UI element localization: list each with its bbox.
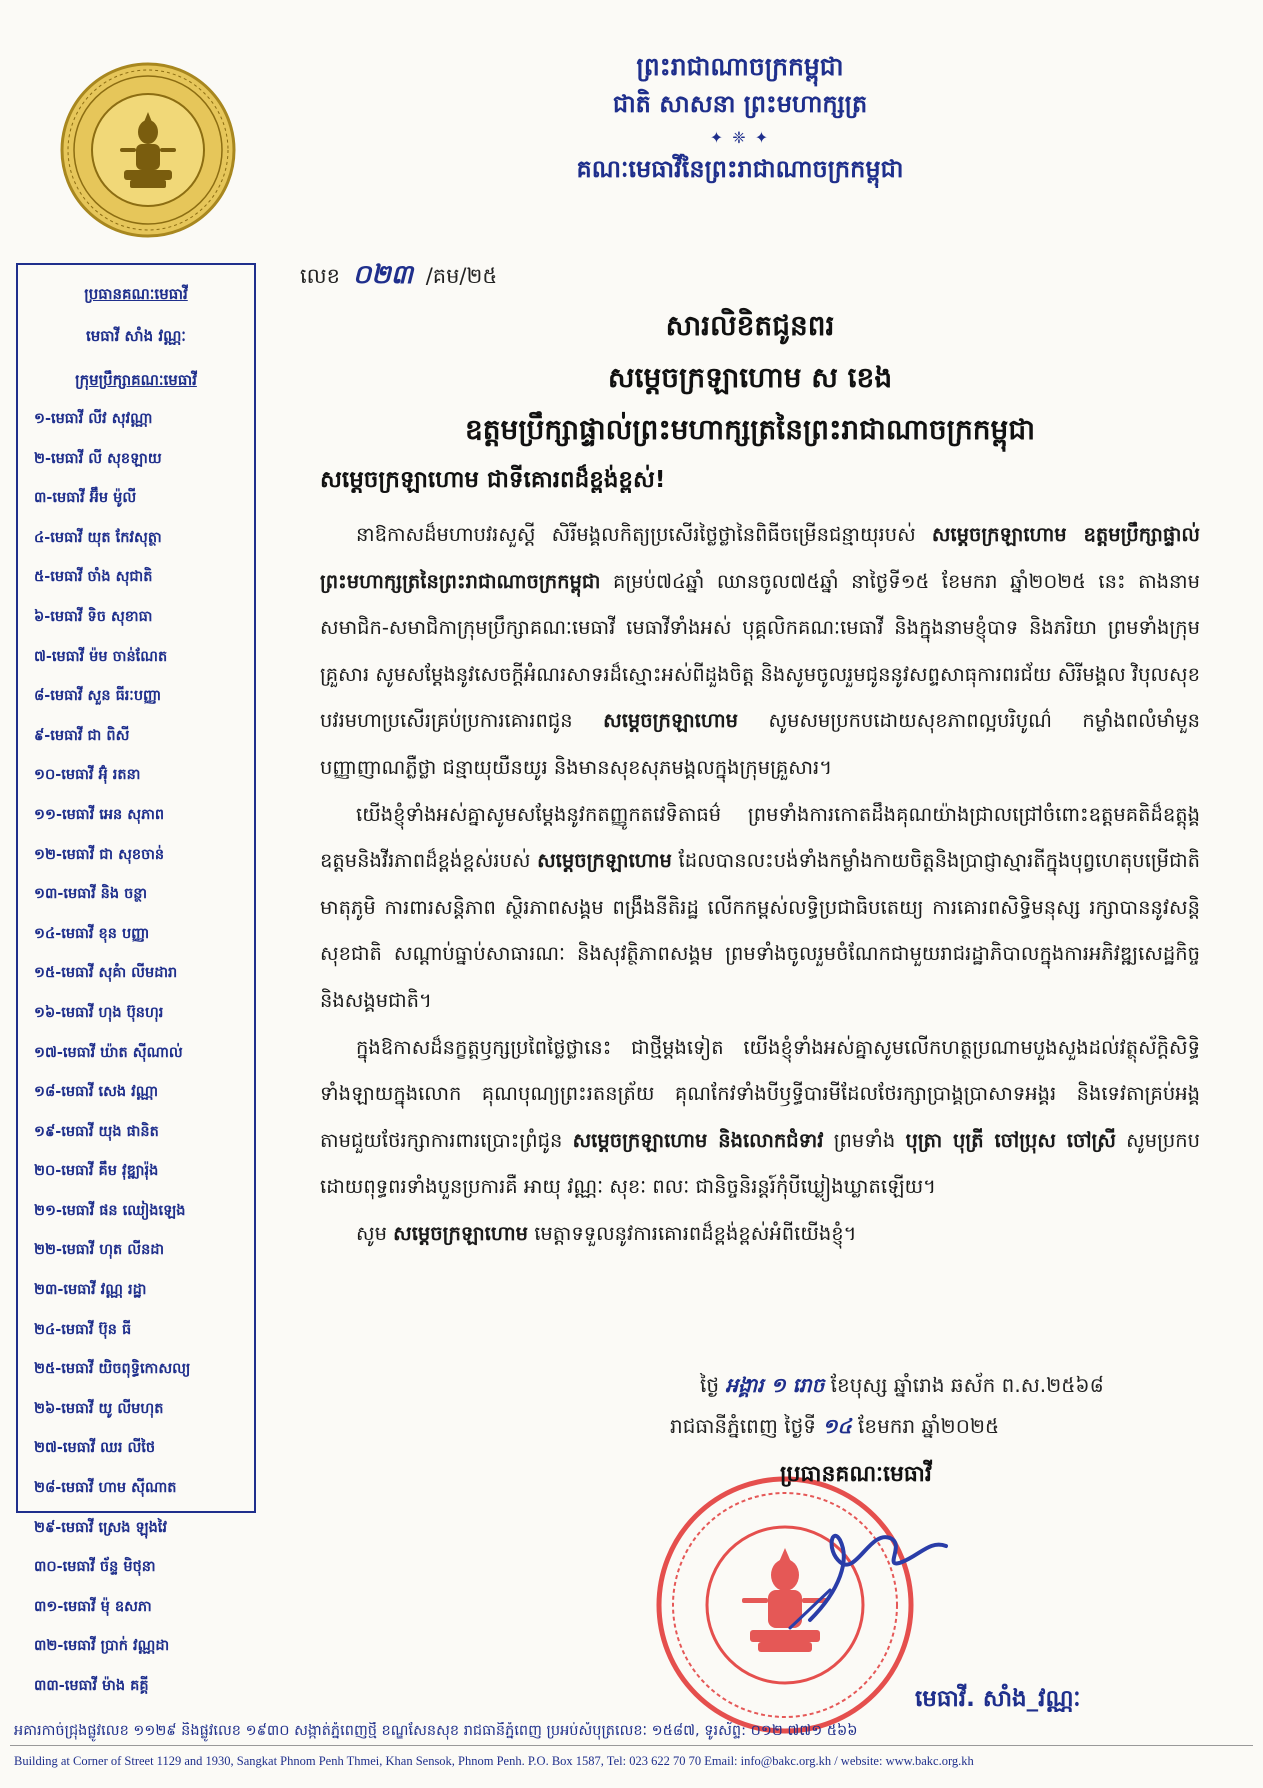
list-item: ៣២-មេធាវី ប្រាក់ វណ្ណដា [34, 1638, 170, 1655]
ornament-divider: ✦ ❈ ✦ [709, 127, 771, 147]
bold-text: សម្តេចក្រឡាហោម [393, 1221, 528, 1245]
list-item: ២៩-មេធាវី ស្រេង ឡុងវៃ [34, 1519, 168, 1536]
title-line-1: សារលិខិតជូនពរ [665, 309, 835, 342]
title-line-2: សម្តេចក្រឡាហោម ស ខេង [607, 361, 893, 394]
letter-header [480, 48, 1000, 187]
paragraph-3 [320, 1025, 1200, 1211]
text-span: ខែមករា ឆ្នាំ២០២៥ [858, 1414, 1000, 1438]
list-item: ១៧-មេធាវី ឃ៉ាត ស៊ីណាល់ [34, 1044, 183, 1061]
text-span: យើងខ្ញុំទាំងអស់គ្នាសូមសម្តែងនូវកតញ្ញូកតវេទិតាធម៌ ព្រមទាំងការកោតដឹងគុណយ៉ាងជ្រាលជ្រៅចំពោះឧត្តមគតិដ៏ឧត្តុង្គឧត្តមនិងវីរភាពដ៏ខ្ពង់ខ្ពស់របស់ [320, 802, 1200, 873]
text-span: គម្រប់៧៤ឆ្នាំ ឈានចូល៧៥ឆ្នាំ នាថ្ងៃទី១៥ ខែមករា ឆ្នាំ២០២៥ នេះ តាងនាមសមាជិក-សមាជិកាក្រុមប្រឹក្សាគណៈមេធាវី មេធាវីទាំងអស់ បុគ្គលិកគណៈមេធាវី និងក្នុងនាមខ្ញុំបាទ និងភរិយា ព្រមទាំងក្រុមគ្រួសារ សូមសម្តែងនូវសេចក្តីអំណរសាទរដ៏ស្មោះអស់ពីដួងចិត្ត និងសូមចូលរួមជូននូវសព្ទសាធុការពរជ័យ សិរីមង្គល វិបុលសុខ បវរមហាប្រសើរគ្រប់ប្រការគោរពជូន [320, 569, 1201, 733]
list-item: ៩-មេធាវី ជា ពិសី [34, 727, 130, 744]
list-item: ១៤-មេធាវី ខុន បញ្ញា [34, 925, 150, 942]
text-span: រាជធានីភ្នំពេញ ថ្ងៃទី [670, 1414, 817, 1438]
bold-text: សម្តេចក្រឡាហោម ឧត្តមប្រឹក្សាផ្ទាល់ព្រះមហាក្សត្រនៃព្រះរាជាណាចក្រកម្ពុជា [320, 523, 1200, 593]
footer-english-address: Building at Corner of Street 1129 and 1930, Sangkat Phnom Penh Thmei, Khan Sensok, Phnom Penh. P.O. Box 1587, Tel: 023 622 70 70 Email: info@bakc.org.kh / website: www.bakc.org.kh [14, 1754, 974, 1768]
list-item: ១៥-មេធាវី សុគំា លីមដារា [34, 965, 178, 982]
reference-value: ០២៣ [352, 260, 413, 290]
title-line-3: ឧត្តមប្រឹក្សាផ្ទាល់ព្រះមហាក្សត្រនៃព្រះរាជាណាចក្រកម្ពុជា [465, 413, 1035, 446]
list-item: ១០-មេធាវី អ៊ុំ រតនា [34, 767, 141, 784]
list-item: ៣០-មេធាវី ច័ន្ទ មិថុនា [34, 1559, 156, 1576]
text-span: សូម [356, 1221, 387, 1245]
council-member-list [28, 400, 244, 1707]
list-item: ២៥-មេធាវី យិចពុទ្ធិកោសល្យ [34, 1361, 191, 1378]
text-span: ថ្ងៃ [700, 1373, 720, 1397]
list-item: ១៩-មេធាវី យុង ផានិត [34, 1123, 159, 1140]
kingdom-line: ព្រះរាជាណាចក្រកម្ពុជា [636, 52, 844, 81]
text-span: មេត្តាទទួលនូវការគោរពដ៏ខ្ពង់ខ្ពស់អំពីយើងខ្ញុំ។ [534, 1221, 857, 1245]
list-item: ២២-មេធាវី ហុត លីនដា [34, 1242, 165, 1259]
bar-association-seal-icon [58, 60, 238, 240]
lunar-day: អង្គារ ១ រោច [725, 1373, 825, 1397]
list-item: ៤-មេធាវី យុត កែវសុត្ថា [34, 529, 162, 546]
bold-text: បុត្រា បុត្រី ចៅប្រុស ចៅស្រី [905, 1128, 1116, 1152]
lunar-date [700, 1372, 1104, 1402]
list-item: ៥-មេធាវី ចាំង សុជាតិ [34, 569, 153, 586]
reference-suffix: /គម/២៥ [425, 264, 498, 288]
reference-number [300, 258, 497, 296]
list-item: ១២-មេធាវី ជា សុខចាន់ [34, 846, 165, 863]
list-item: ២៨-មេធាវី ហាម ស៊ីណាត [34, 1480, 177, 1497]
text-span: សូមសមប្រកបដោយសុខភាពល្អបរិបូណ៌ កម្លាំងពលំមាំមួន បញ្ញាញាណភ្លឺថ្លា ជន្មាយុយឺនយូរ និងមានសុខសុភមង្គលក្នុងក្រុមគ្រួសារ។ [320, 709, 1201, 779]
list-item: ៦-មេធាវី ទិច សុខាធា [34, 608, 153, 625]
paragraph-2 [320, 792, 1200, 1025]
list-item: ១៨-មេធាវី សេង វណ្ណា [34, 1084, 159, 1101]
bold-text: សម្តេចក្រឡាហោម និងលោកជំទាវ [572, 1128, 824, 1152]
paragraph-4 [320, 1211, 1200, 1258]
bold-text: សម្តេចក្រឡាហោម [537, 849, 672, 873]
list-item: ២១-មេធាវី ផន ឈៀងឡេង [34, 1202, 186, 1219]
list-item: ២-មេធាវី លី សុខឡាយ [34, 450, 162, 467]
list-item: ៣-មេធាវី អ៊ឹម ម៉ូលី [34, 490, 137, 507]
text-span: ព្រមទាំង [833, 1128, 896, 1152]
text-span: ខែបុស្ស ឆ្នាំរោង ឆស័ក ព.ស.២៥៦៨ [830, 1373, 1104, 1397]
text-span: សូមប្រកបដោយពុទ្ធពរទាំងបួនប្រការគឺ អាយុ វណ្ណៈ សុខៈ ពលៈ ជានិច្ចនិរន្តរ៍កុំបីឃ្លៀងឃ្លាតឡើយ។ [320, 1128, 1201, 1199]
list-item: ១-មេធាវី លីវ សុវណ្ណា [34, 411, 153, 427]
footer-khmer-address: អគារកាច់ជ្រុងផ្លូវលេខ ១១២៩ និងផ្លូវលេខ ១៩៣០ សង្កាត់ភ្នំពេញថ្មី ខណ្ឌសែនសុខ រាជធានីភ្នំពេញ ប្រអប់សំបុត្រលេខៈ ១៥៨៧, ទូរស័ព្ទ: ០១២ ៧៧១ ៥៦៦ [14, 1723, 858, 1739]
organization-line: គណៈមេធាវីនៃព្រះរាជាណាចក្រកម្ពុជា [576, 154, 904, 183]
signature-icon [770, 1500, 1000, 1630]
solar-day: ១៤ [822, 1414, 852, 1438]
signatory-name: មេធាវី. សាំង_វណ្ណៈ [915, 1686, 1081, 1712]
list-item: ៣៣-មេធាវី ម៉ាង គគ្គី [34, 1678, 149, 1694]
list-item: ១៣-មេធាវី និង ចន្ថា [34, 886, 148, 903]
list-item: ៨-មេធាវី សួន ធីរៈបញ្ញា [34, 688, 162, 705]
salutation: សម្តេចក្រឡាហោម ជាទីគោរពដ៏ខ្ពង់ខ្ពស់! [320, 467, 666, 493]
footer-divider [10, 1745, 1253, 1746]
list-item: ២៦-មេធាវី យូ លីមហុត [34, 1400, 164, 1417]
motto-line: ជាតិ សាសនា ព្រះមហាក្សត្រ [612, 89, 868, 118]
list-item: ២៧-មេធាវី ឈរ លីថៃ [34, 1440, 156, 1457]
list-item: ២៤-មេធាវី ប៊ុន ធី [34, 1321, 132, 1338]
letter-body [320, 512, 1200, 1258]
reference-prefix: លេខ [300, 264, 340, 288]
text-span: ក្នុងឱកាសដ៏នក្ខត្តឫក្សប្រពៃថ្លៃថ្លានេះ ជាថ្មីម្តងទៀត យើងខ្ញុំទាំងអស់គ្នាសូមលើកហត្ថប្រណាមបួងសួងដល់វត្ថុស័ក្តិសិទ្ធិទាំងឡាយក្នុងលោក គុណបុណ្យព្រះរតនត្រ័យ គុណកែវទាំងបីឫទ្ធីបារមីដែលថែរក្សាប្រាង្គប្រាសាទអង្គរ និងទេវតាគ្រប់អង្គតាមជួយថែរក្សាការពារប្រោះព្រំជូន [320, 1035, 1200, 1152]
council-heading: ក្រុមប្រឹក្សាគណៈមេធាវី [75, 370, 197, 389]
list-item: ២០-មេធាវី គឹម វុឌ្ឍារ៉ុង [34, 1163, 159, 1180]
letter-title [300, 300, 1200, 456]
paragraph-1 [320, 512, 1200, 792]
text-span: ដែលបានលះបង់ទាំងកម្លាំងកាយចិត្តនិងប្រាជ្ញាស្មារតីក្នុងបុព្វហេតុបម្រើជាតិមាតុភូមិ ការពារសន្តិភាព ស្ថិរភាពសង្គម ពង្រឹងនីតិរដ្ឋ លើកកម្ពស់លទ្ធិប្រជាធិបតេយ្យ ការគោរពសិទ្ធិមនុស្ស រក្សាបាននូវសន្តិសុខជាតិ សណ្តាប់ធ្នាប់សាធារណៈ និងសុវត្ថិភាពសង្គម ព្រមទាំងចូលរួមចំណែកជាមួយរាជរដ្ឋាភិបាលក្នុងការអភិវឌ្ឍសេដ្ឋកិច្ច និងសង្គមជាតិ។ [320, 849, 1201, 1012]
solar-date [670, 1413, 999, 1443]
council-sidebar [16, 263, 256, 1694]
president-name: មេធាវី សាំង វណ្ណៈ [86, 326, 186, 345]
text-span: នាឱកាសដ៏មហាបវរសួស្តី សិរីមង្គលកិត្យប្រសើរថ្លៃថ្លានៃពិធីចម្រើនជន្មាយុរបស់ [356, 523, 916, 546]
list-item: ៧-មេធាវី ម៉ម ចាន់ណែត [34, 648, 168, 665]
president-heading: ប្រធានគណៈមេធាវី [84, 285, 188, 303]
bold-text: សម្តេចក្រឡាហោម [603, 709, 738, 733]
list-item: ១៦-មេធាវី ហុង ប៊ុនហុរ [34, 1004, 164, 1021]
list-item: ២៣-មេធាវី វណ្ណ រដ្ឋា [34, 1282, 147, 1299]
list-item: ៣១-មេធាវី ម៉ុ ឧសភា [34, 1598, 152, 1615]
signatory-title: ប្រធានគណៈមេធាវី [780, 1462, 932, 1487]
list-item: ១១-មេធាវី អេន សុភាព [34, 806, 165, 823]
